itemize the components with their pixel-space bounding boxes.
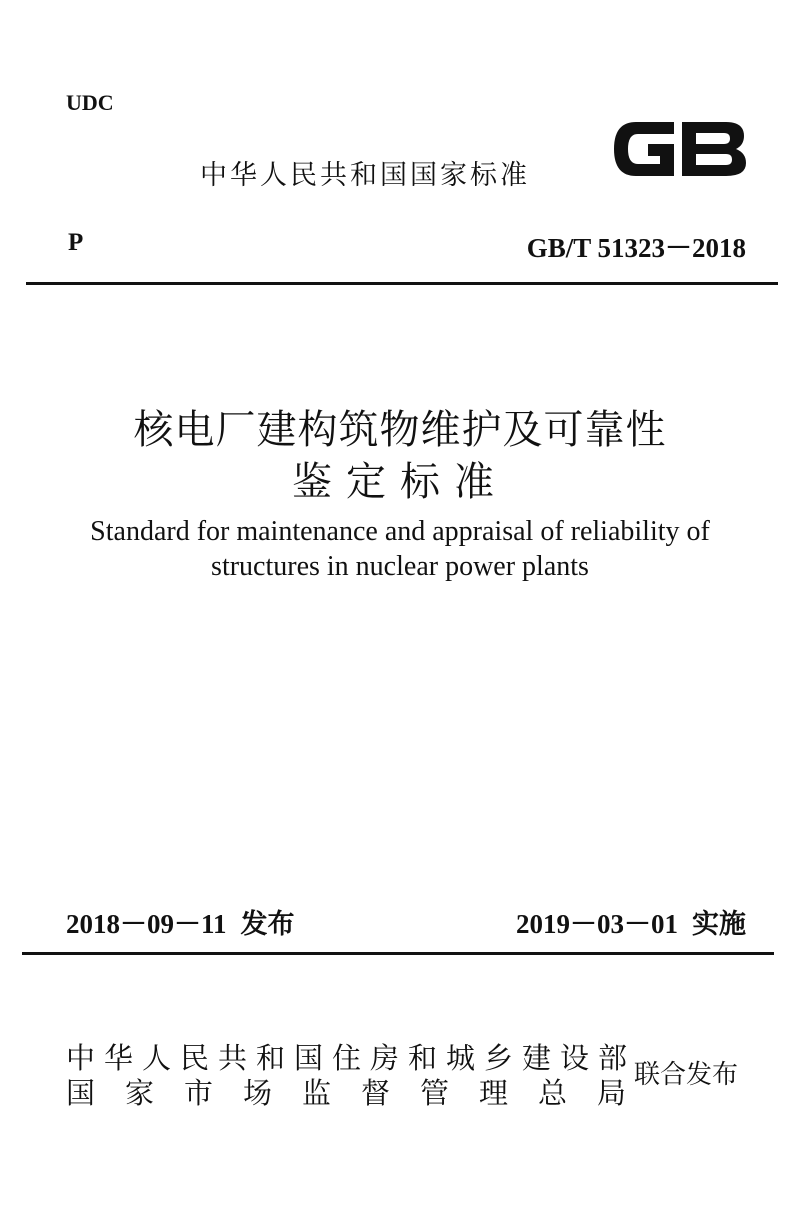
gb-logo-graphic <box>608 114 750 184</box>
title-en-line2: structures in nuclear power plants <box>211 551 589 582</box>
top-divider <box>26 282 778 285</box>
standard-number: GB/T 51323－2018 <box>526 233 746 263</box>
issue-label: 发布 <box>240 909 295 940</box>
category-code: P <box>68 229 84 256</box>
implement-date-block <box>516 902 746 941</box>
title-zh-line2: 鉴定标准 <box>292 459 508 505</box>
issue-date-block <box>66 902 295 941</box>
joint-issue-label: 联合发布 <box>634 1060 739 1090</box>
national-standard-heading: 中华人民共和国国家标准 <box>200 160 530 191</box>
issuer-ministry: 中华人民共和国住房和城乡建设部 <box>66 1041 637 1075</box>
implement-date: 2019－03－01 <box>516 909 678 939</box>
issue-date: 2018－09－11 <box>66 909 227 939</box>
issuer-administration: 国家市场监督管理总局 <box>66 1076 657 1110</box>
title-zh-line1: 核电厂建构筑物维护及可靠性 <box>133 407 667 453</box>
implement-label: 实施 <box>692 909 746 940</box>
udc-label: UDC <box>66 90 114 115</box>
title-en-line1: Standard for maintenance and appraisal of reliability of <box>90 516 710 547</box>
gb-logo-icon <box>608 114 750 184</box>
bottom-divider <box>22 952 774 955</box>
